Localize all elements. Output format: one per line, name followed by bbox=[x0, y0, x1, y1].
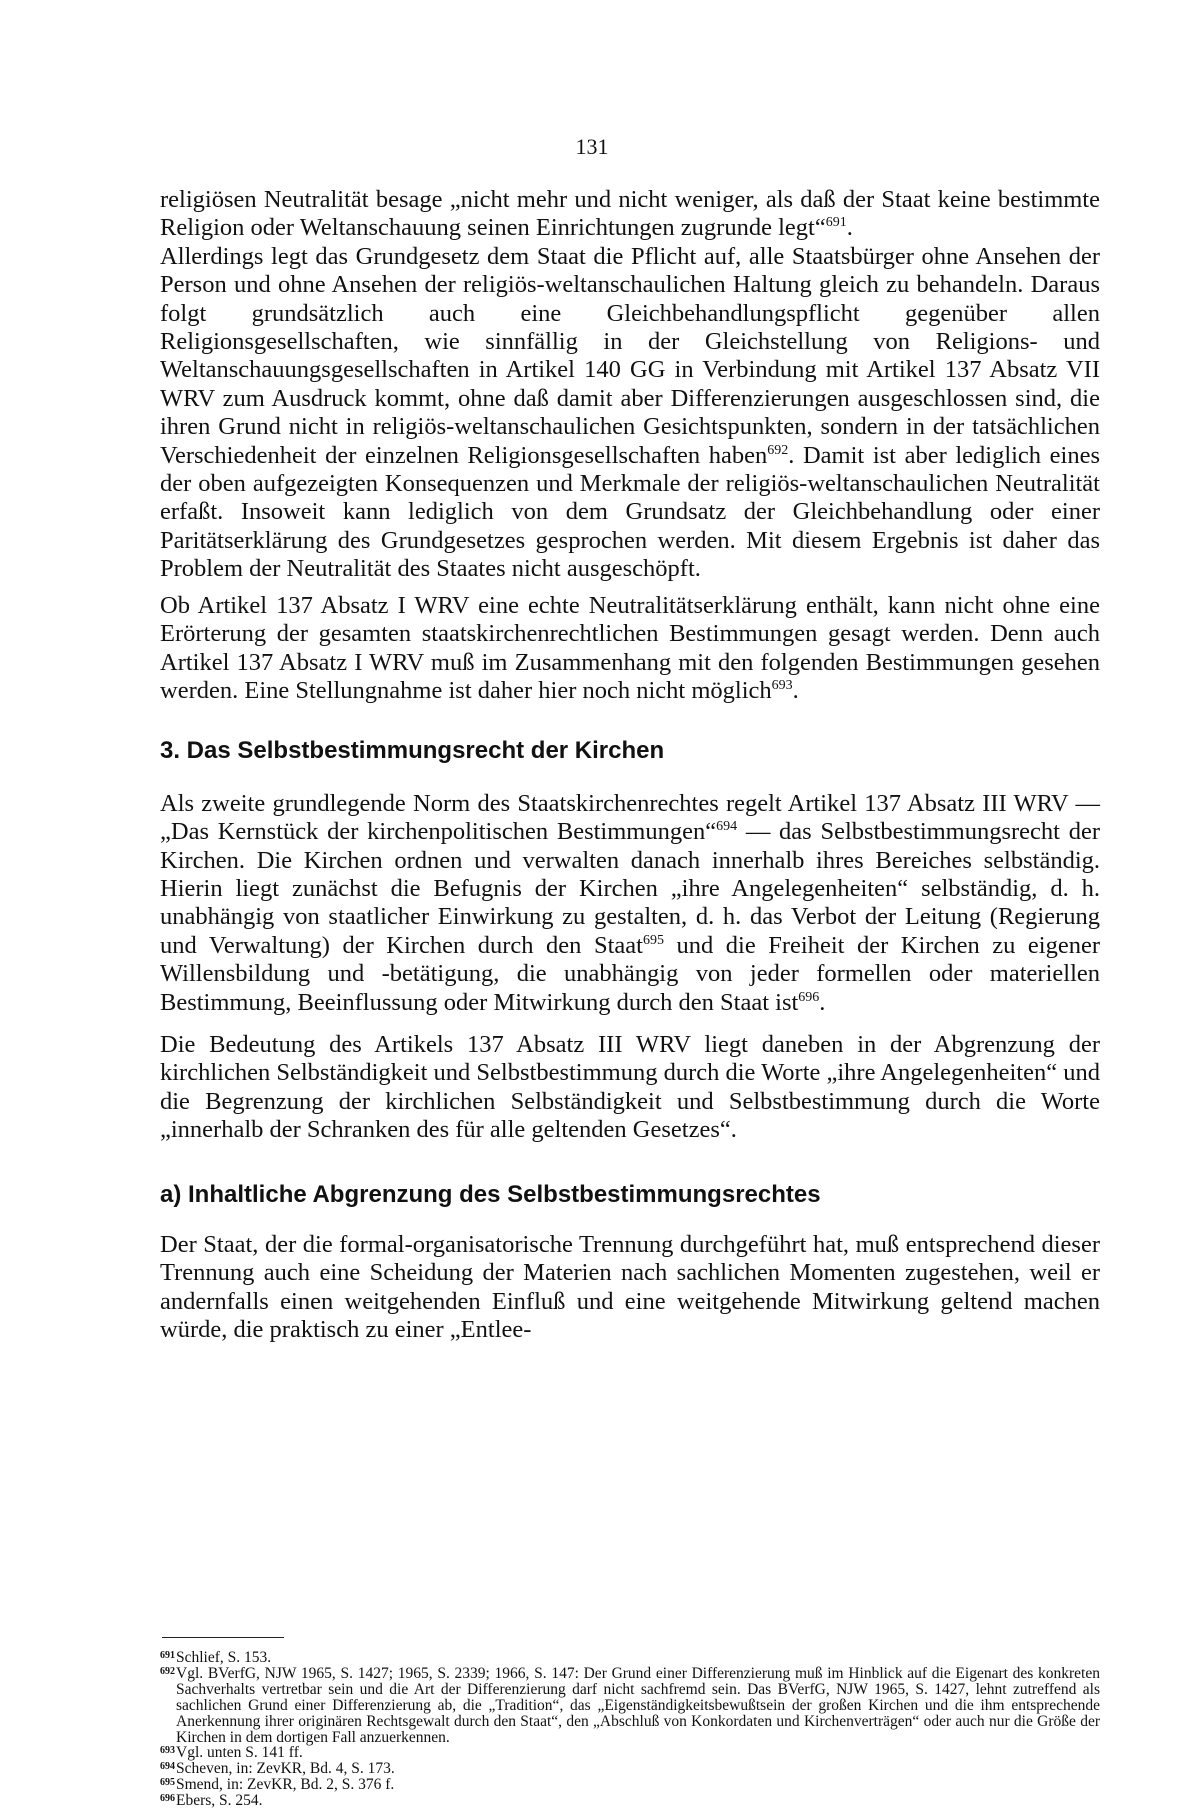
paragraph-text: — das Selbstbestimmungsrecht der Kirchen. Die Kirchen ordnen und verwalten danach innerhalb ihres Bereiches selbständig. Hierin liegt zunächst die Befugnis der Kirchen „ihre Angelegenheiten“ selbständig, d. h. unabhängig von staatlicher Einwirkung zu gestalten, d. h. das Verbot der Leitung (Regierung und Verwaltung) der Kirchen durch den Staat bbox=[160, 818, 1100, 959]
paragraph-text: . bbox=[792, 676, 799, 704]
paragraph-text: religiösen Neutralität besage „nicht mehr und nicht weniger, als daß der Staat keine bestimmte Religion oder Weltanschauung seinen Einrichtungen zugrunde legt“ bbox=[160, 186, 1100, 242]
footnote-number: 695 bbox=[160, 1777, 175, 1789]
paragraph-text: . bbox=[819, 988, 826, 1016]
paragraph-text: und die Freiheit der Kirchen zu eigener Willensbildung und -betätigung, die unabhängig von jeder formellen oder materiellen Bestimmung, Beeinflussung oder Mitwirkung durch den Staat ist bbox=[160, 931, 1100, 1016]
footnote bbox=[160, 1777, 1100, 1793]
footnote-text: Schlief, S. 153. bbox=[176, 1649, 272, 1666]
paragraph-text: Allerdings legt das Grundgesetz dem Staat die Pflicht auf, alle Staatsbürger ohne Ansehen der Person und ohne Ansehen der religiös-weltanschaulichen Haltung gleich zu behandeln. Daraus folgt grundsätzlich auch eine Gleichbehandlungspflicht gegenüber allen Religionsgesellschaften, wie sinnfällig in der Gleichstellung von Religions- und Weltanschauungsgesellschaften in Artikel 140 GG in Verbindung mit Artikel 137 Absatz VII WRV zum Ausdruck kommt, ohne daß damit aber Differenzierungen ausgeschlossen sind, die ihren Grund nicht in religiös-weltanschaulichen Gesichtspunkten, sondern in der tatsächlichen Verschiedenheit der einzelnen Religionsgesellschaften haben bbox=[160, 242, 1100, 469]
footnote-divider bbox=[162, 1637, 284, 1638]
footnote-ref[interactable]: 696 bbox=[798, 989, 820, 1005]
paragraph-text: Ob Artikel 137 Absatz I WRV eine echte Neutralitätserklärung enthält, kann nicht ohne eine Erörterung der gesamten staatskirchenrechtlichen Bestimmungen gesagt werden. Denn auch Artikel 137 Absatz I WRV muß im Zusammenhang mit den folgenden Bestimmungen gesehen werden. Eine Stellungnahme ist daher hier noch nicht möglich bbox=[160, 591, 1100, 704]
paragraph-text: . bbox=[846, 214, 853, 242]
footnote-number: 692 bbox=[160, 1665, 175, 1677]
footnote bbox=[160, 1761, 1100, 1777]
footnote-text: Smend, in: ZevKR, Bd. 2, S. 376 f. bbox=[176, 1776, 395, 1794]
paragraph bbox=[160, 243, 1100, 584]
body-text bbox=[160, 186, 1100, 1345]
footnote-ref[interactable]: 691 bbox=[825, 215, 847, 231]
footnote-text: Vgl. unten S. 141 ff. bbox=[176, 1744, 303, 1762]
paragraph bbox=[160, 790, 1100, 1017]
paragraph bbox=[160, 592, 1100, 706]
footnote-text: Ebers, S. 254. bbox=[176, 1792, 263, 1810]
footnote-number: 691 bbox=[160, 1650, 175, 1661]
page-number: 131 bbox=[575, 134, 609, 159]
footnote-ref[interactable]: 692 bbox=[767, 442, 789, 458]
paragraph: Die Bedeutung des Artikels 137 Absatz III WRV liegt daneben in der Abgrenzung der kirchlichen Selbständigkeit und Selbstbestimmung durch die Worte „ihre Angelegenheiten“ und die Begrenzung der kirchlichen Selbständigkeit und Selbstbestimmung durch die Worte „innerhalb der Schranken des für alle geltenden Gesetzes“. bbox=[160, 1030, 1100, 1144]
footnote bbox=[160, 1650, 1100, 1666]
footnotes bbox=[160, 1650, 1100, 1809]
paragraph-text: Als zweite grundlegende Norm des Staatskirchenrechtes regelt Artikel 137 Absatz III WRV — „Das Kernstück der kirchenpolitischen Bestimmungen“ bbox=[160, 789, 1100, 846]
footnote-number: 694 bbox=[160, 1761, 175, 1773]
footnote bbox=[160, 1666, 1100, 1746]
footnote-text: Scheven, in: ZevKR, Bd. 4, S. 173. bbox=[176, 1760, 395, 1778]
footnote-ref[interactable]: 695 bbox=[642, 932, 664, 948]
footnote-number: 696 bbox=[160, 1793, 175, 1805]
footnote-number: 693 bbox=[160, 1745, 175, 1757]
footnote bbox=[160, 1793, 1100, 1809]
footnote-text: Vgl. BVerfG, NJW 1965, S. 1427; 1965, S. 2339; 1966, S. 147: Der Grund einer Differenzierung muß im Hinblick auf die Eigenart des konkreten Sachverhalts vertretbar sein und die Art der Differenzierung darf nicht sachfremd sein. Das BVerfG, NJW 1965, S. 1427, lehnt zutreffend als sachlichen Grund einer Differenzierung ab, die „Tradition“, das „Eigenständigkeitsbewußtsein der großen Kirchen und die ihm entsprechende Anerkennung ihrer originären Rechtsgewalt durch den Staat“, den „Abschluß von Konkordaten und Kirchenverträgen“ oder auch nur die Größe der Kirchen in dem dortigen Fall anzuerkennen. bbox=[176, 1664, 1100, 1746]
paragraph: Der Staat, der die formal-organisatorische Trennung durchgeführt hat, muß entsprechend dieser Trennung auch eine Scheidung der Materien nach sachlichen Momenten zugestehen, weil er andernfalls einen weitgehenden Einfluß und eine weitgehende Mitwirkung geltend machen würde, die praktisch zu einer „Entlee- bbox=[160, 1231, 1100, 1344]
paragraph-text: . Damit ist aber lediglich eines der oben aufgezeigten Konsequenzen und Merkmale der religiös-weltanschaulichen Neutralität erfaßt. Insoweit kann lediglich von dem Grundsatz der Gleichbehandlung oder einer Paritätserklärung des Grundgesetzes gesprochen werden. Mit diesem Ergebnis ist daher das Problem der Neutralität des Staates nicht ausgeschöpft. bbox=[160, 441, 1101, 583]
footnote bbox=[160, 1745, 1100, 1761]
footnote-ref[interactable]: 693 bbox=[771, 677, 793, 693]
footnote-ref[interactable]: 694 bbox=[716, 818, 738, 834]
subsection-heading: a) Inhaltliche Abgrenzung des Selbstbestimmungsrechtes bbox=[160, 1180, 821, 1208]
paragraph bbox=[160, 186, 1100, 243]
section-heading: 3. Das Selbstbestimmungsrecht der Kirchen bbox=[160, 737, 665, 765]
